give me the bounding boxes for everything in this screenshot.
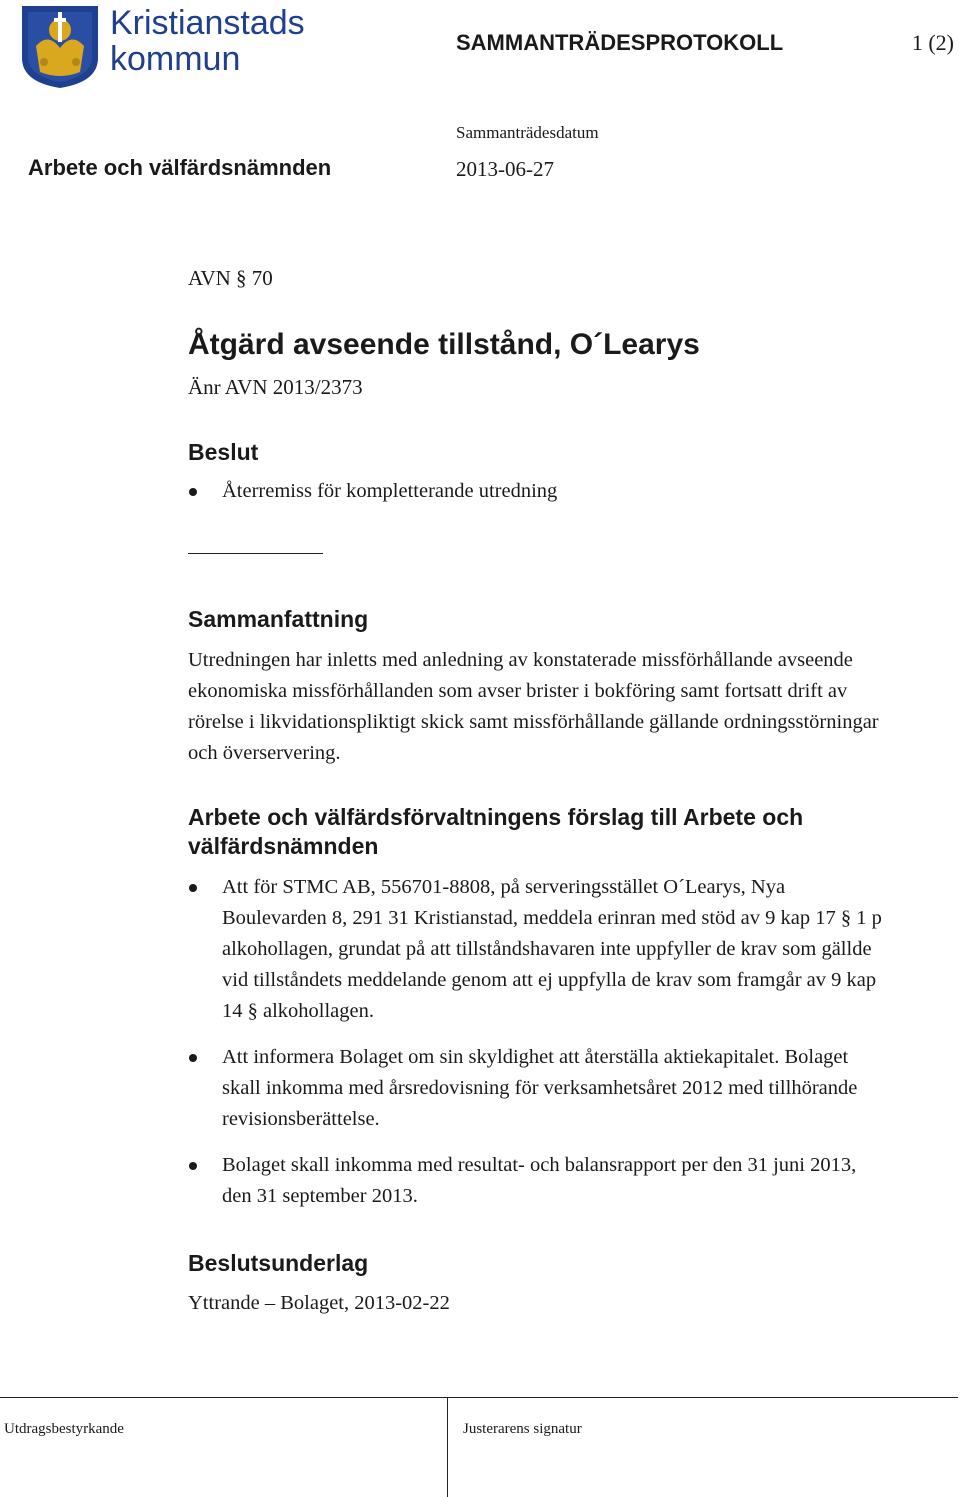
meeting-date: 2013-06-27 bbox=[456, 157, 554, 181]
decision-item-text: Återremiss för kompletterande utredning bbox=[222, 480, 558, 502]
certification-label: Utdragsbestyrkande bbox=[4, 1421, 124, 1437]
paragraph-number: AVN § 70 bbox=[188, 266, 273, 290]
municipality-logo bbox=[20, 2, 305, 88]
bullet-icon bbox=[189, 488, 197, 496]
proposal-list bbox=[188, 872, 888, 1227]
bullet-icon bbox=[189, 884, 197, 892]
summary-heading: Sammanfattning bbox=[188, 606, 369, 632]
page-number: 1 (2) bbox=[911, 30, 954, 55]
proposal-heading-line2: välfärdsnämnden bbox=[188, 833, 379, 859]
footer-separator bbox=[447, 1397, 448, 1497]
proposal-item bbox=[188, 1042, 888, 1135]
proposal-item bbox=[188, 1150, 888, 1212]
committee-name: Arbete och välfärdsnämnden bbox=[28, 155, 332, 180]
organization-name-line1: Kristianstads bbox=[110, 4, 305, 42]
proposal-heading-line1: Arbete och välfärdsförvaltningens förslag till Arbete och bbox=[188, 804, 804, 830]
adjuster-signature-label: Justerarens signatur bbox=[463, 1421, 582, 1437]
proposal-item-text: Att för STMC AB, 556701-8808, på serveringsstället O´Learys, Nya Boulevarden 8, 291 31 Kristianstad, meddela erinran med stöd av 9 kap 17 § 1 p alkohollagen, grundat på att tillståndshavaren inte uppfyller de krav som gällde vid tillståndets meddelande genom att ej uppfylla de krav som framgår av 9 kap 14 § alkohollagen. bbox=[222, 876, 882, 1022]
decision-list bbox=[188, 476, 888, 522]
proposal-item-text: Att informera Bolaget om sin skyldighet att återställa aktiekapitalet. Bolaget skall inkomma med årsredovisning för verksamhetsåret 2012 med tillhörande revisionsberättelse. bbox=[222, 1046, 858, 1130]
basis-text: Yttrande – Bolaget, 2013-02-22 bbox=[188, 1292, 450, 1314]
bullet-icon bbox=[189, 1054, 197, 1062]
case-title: Åtgärd avseende tillstånd, O´Learys bbox=[188, 328, 700, 361]
proposal-item-text: Bolaget skall inkomma med resultat- och balansrapport per den 31 juni 2013, den 31 september 2013. bbox=[222, 1154, 857, 1207]
meeting-date-label: Sammanträdesdatum bbox=[456, 123, 599, 142]
bullet-icon bbox=[189, 1162, 197, 1170]
decision-heading: Beslut bbox=[188, 439, 259, 465]
footer-divider bbox=[0, 1397, 958, 1398]
decision-item bbox=[188, 476, 888, 507]
summary-text: Utredningen har inletts med anledning av konstaterade missförhållande avseende ekonomiska missförhållanden som avser brister i bokföring samt fortsatt drift av rörelse i likvidationspliktigt skick samt missförhållande gällande ordningsstörningar och överservering. bbox=[188, 649, 879, 764]
case-number: Änr AVN 2013/2373 bbox=[188, 375, 363, 399]
section-divider bbox=[188, 553, 323, 554]
basis-heading: Beslutsunderlag bbox=[188, 1250, 369, 1276]
document-title: SAMMANTRÄDESPROTOKOLL bbox=[456, 30, 784, 55]
organization-name-line2: kommun bbox=[110, 40, 241, 78]
proposal-item bbox=[188, 872, 888, 1027]
